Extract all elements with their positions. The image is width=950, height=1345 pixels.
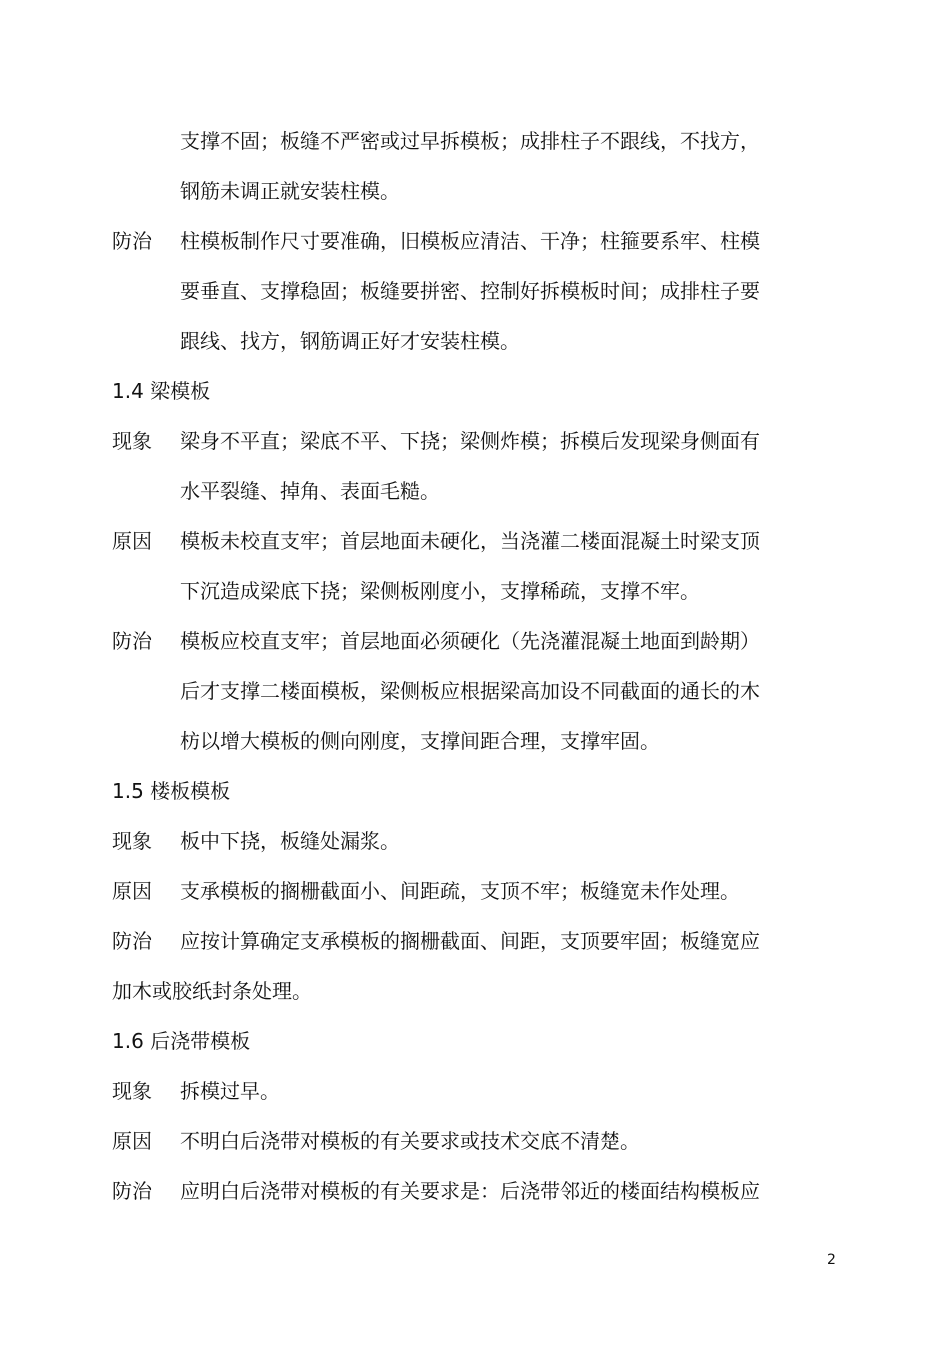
paragraph-line: 枋以增大模板的侧向刚度，支撑间距合理，支撑牢固。 bbox=[180, 729, 660, 753]
prevention-label: 防治 bbox=[112, 229, 152, 253]
cause-label: 原因 bbox=[112, 1129, 152, 1153]
paragraph-line: 应按计算确定支承模板的搁栅截面、间距，支顶要牢固；板缝宽应 bbox=[180, 929, 760, 953]
paragraph-line: 模板未校直支牢；首层地面未硬化，当浇灌二楼面混凝土时梁支顶 bbox=[180, 529, 760, 553]
paragraph-line: 钢筋未调正就安装柱模。 bbox=[180, 179, 400, 203]
prevention-label: 防治 bbox=[112, 929, 152, 953]
cause-label: 原因 bbox=[112, 529, 152, 553]
paragraph-line: 不明白后浇带对模板的有关要求或技术交底不清楚。 bbox=[180, 1129, 640, 1153]
paragraph-line: 支承模板的搁栅截面小、间距疏，支顶不牢；板缝宽未作处理。 bbox=[180, 879, 740, 903]
paragraph-line: 后才支撑二楼面模板，梁侧板应根据梁高加设不同截面的通长的木 bbox=[180, 679, 760, 703]
paragraph-line: 跟线、找方，钢筋调正好才安装柱模。 bbox=[180, 329, 520, 353]
phenomenon-label: 现象 bbox=[112, 1079, 152, 1103]
section-heading: 1.6 后浇带模板 bbox=[112, 1029, 251, 1053]
paragraph-line: 要垂直、支撑稳固；板缝要拼密、控制好拆模板时间；成排柱子要 bbox=[180, 279, 760, 303]
paragraph-line: 梁身不平直；梁底不平、下挠；梁侧炸模；拆模后发现梁身侧面有 bbox=[180, 429, 760, 453]
prevention-label: 防治 bbox=[112, 629, 152, 653]
paragraph-line: 板中下挠，板缝处漏浆。 bbox=[180, 829, 400, 853]
page-number: 2 bbox=[827, 1252, 836, 1268]
paragraph-line: 水平裂缝、掉角、表面毛糙。 bbox=[180, 479, 440, 503]
paragraph-line: 应明白后浇带对模板的有关要求是：后浇带邻近的楼面结构模板应 bbox=[180, 1179, 760, 1203]
paragraph-line: 下沉造成梁底下挠；梁侧板刚度小，支撑稀疏，支撑不牢。 bbox=[180, 579, 700, 603]
paragraph-line: 拆模过早。 bbox=[180, 1079, 280, 1103]
phenomenon-label: 现象 bbox=[112, 829, 152, 853]
paragraph-line: 加木或胶纸封条处理。 bbox=[112, 979, 312, 1003]
cause-label: 原因 bbox=[112, 879, 152, 903]
section-heading: 1.5 楼板模板 bbox=[112, 779, 231, 803]
paragraph-line: 模板应校直支牢；首层地面必须硬化（先浇灌混凝土地面到龄期） bbox=[180, 629, 760, 653]
paragraph-line: 柱模板制作尺寸要准确，旧模板应清洁、干净；柱箍要系牢、柱模 bbox=[180, 229, 760, 253]
paragraph-line: 支撑不固；板缝不严密或过早拆模板；成排柱子不跟线，不找方， bbox=[180, 129, 760, 153]
section-heading: 1.4 梁模板 bbox=[112, 379, 211, 403]
phenomenon-label: 现象 bbox=[112, 429, 152, 453]
prevention-label: 防治 bbox=[112, 1179, 152, 1203]
